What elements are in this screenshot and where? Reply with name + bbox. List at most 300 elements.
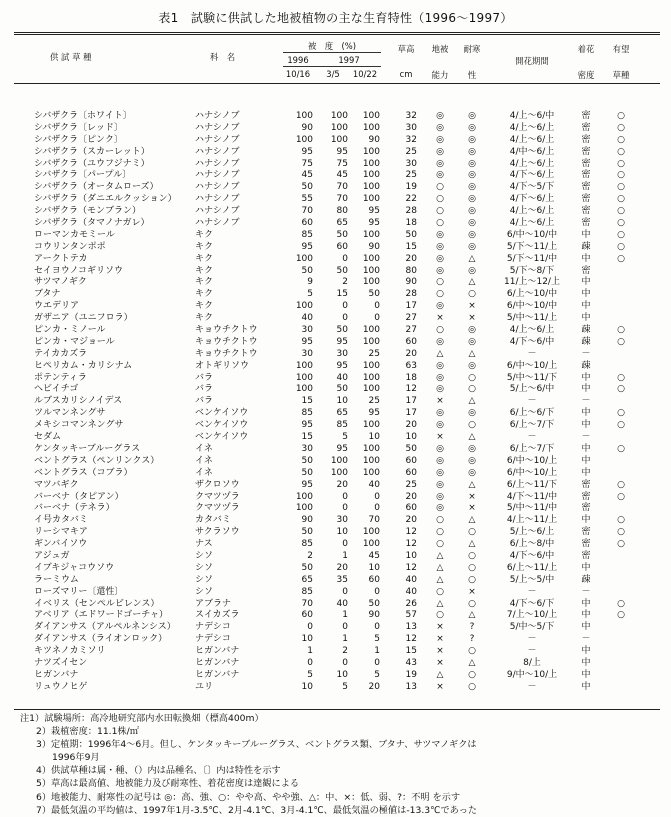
- promising-mark: ○: [617, 253, 625, 264]
- cold-hardiness: ○: [468, 598, 476, 609]
- flowering-period: 11/上～12/上: [504, 277, 560, 288]
- coverage-1997-3-5: 0: [342, 657, 348, 668]
- cold-hardiness: ○: [468, 527, 476, 538]
- header-flower-2: 密度: [577, 70, 595, 80]
- plant-height: 12: [405, 384, 417, 395]
- table-row: [0, 182, 671, 194]
- flowering-period: －: [527, 348, 537, 359]
- coverage-1997-3-5: 85: [336, 420, 348, 431]
- flower-density: －: [581, 432, 591, 443]
- coverage-1996-10-16: 50: [301, 467, 313, 478]
- promising-mark: ○: [617, 479, 625, 490]
- cold-hardiness: ?: [469, 622, 475, 633]
- table-row: [0, 670, 671, 682]
- flower-density: 密: [581, 111, 591, 121]
- flower-density: 中: [581, 289, 591, 300]
- coverage-1997-3-5: 1: [342, 634, 348, 645]
- family-name: イネ: [195, 443, 213, 454]
- coverage-1997-3-5: 50: [336, 325, 348, 336]
- flower-density: 密: [581, 194, 591, 205]
- species-name: シバザクラ〔レッド〕: [34, 122, 123, 133]
- table-title: 表1 試験に供試した地被植物の主な生育特性（1996～1997）: [158, 11, 513, 25]
- ground-cover-ability: ◎: [436, 265, 444, 276]
- table-row: [0, 123, 671, 135]
- cold-hardiness: ×: [468, 301, 476, 312]
- species-name: ヒガンバナ: [34, 669, 79, 680]
- ground-cover-ability: ×: [436, 657, 444, 668]
- coverage-1997-10-22: 50: [368, 289, 380, 300]
- note: 注1）試験場所：高冷地研究部内水田転換畑（標高400m）: [20, 713, 264, 724]
- flower-density: 中: [581, 562, 591, 573]
- coverage-1996-10-16: 60: [301, 610, 313, 621]
- promising-mark: ○: [617, 539, 625, 550]
- coverage-1996-10-16: 10: [301, 681, 313, 692]
- ground-cover-ability: ○: [436, 206, 444, 217]
- year-rule: [283, 66, 381, 67]
- flowering-period: －: [527, 646, 537, 657]
- cold-hardiness: ◎: [468, 265, 476, 276]
- species-name: ギンバイソウ: [34, 539, 88, 550]
- cold-hardiness: ◎: [468, 241, 476, 252]
- promising-mark: ○: [617, 527, 625, 538]
- family-name: バラ: [195, 384, 214, 395]
- coverage-1996-10-16: 100: [295, 372, 313, 383]
- flower-density: 密: [581, 170, 591, 181]
- plant-height: 20: [405, 515, 417, 526]
- species-name: ヘビイチゴ: [34, 384, 79, 395]
- ground-cover-ability: ◎: [436, 253, 444, 264]
- table-row: [0, 266, 671, 278]
- plant-height: 12: [405, 562, 417, 573]
- coverage-rule: [283, 52, 381, 53]
- promising-mark: ○: [617, 420, 625, 431]
- header-coverage: 被 度 (%): [308, 41, 356, 51]
- note: 1996年9月: [52, 752, 100, 764]
- table-row: [0, 313, 671, 325]
- ground-cover-ability: ◎: [436, 467, 444, 478]
- flowering-period: 6/中～10/上: [506, 455, 558, 466]
- coverage-1997-10-22: 100: [362, 360, 380, 371]
- species-name: シバザクラ（モンブラン）: [34, 206, 142, 217]
- flowering-period: 6/中～10/中: [506, 229, 558, 240]
- promising-mark: ○: [617, 158, 625, 169]
- flower-density: 密: [581, 206, 591, 217]
- header-name: 供 試 草 種: [50, 52, 92, 62]
- ground-cover-ability: ○: [436, 277, 444, 288]
- species-name: テイカカズラ: [34, 348, 88, 359]
- coverage-1997-3-5: 40: [336, 372, 348, 383]
- coverage-1996-10-16: 45: [301, 170, 313, 181]
- coverage-1997-3-5: 95: [336, 146, 348, 157]
- ground-cover-ability: ◎: [436, 336, 444, 347]
- family-name: イネ: [195, 455, 213, 466]
- promising-mark: ○: [617, 182, 625, 193]
- coverage-1997-3-5: 50: [336, 384, 348, 395]
- species-name: セイヨウノコギリソウ: [34, 265, 124, 276]
- plant-height: 60: [405, 467, 417, 478]
- plant-height: 20: [405, 253, 417, 264]
- coverage-1996-10-16: 50: [301, 527, 313, 538]
- family-name: ベンケイソウ: [195, 408, 249, 419]
- flowering-period: －: [527, 396, 537, 407]
- table-row: [0, 147, 671, 159]
- flower-density: 密: [581, 265, 591, 276]
- flower-density: 中: [581, 657, 591, 668]
- table-row: [0, 610, 671, 622]
- flower-density: －: [581, 348, 591, 359]
- promising-mark: ○: [617, 146, 625, 157]
- family-name: ハナシノブ: [195, 206, 240, 217]
- species-name: ダイアンサス（ライオンロック）: [34, 634, 168, 645]
- promising-mark: ○: [617, 515, 625, 526]
- flowering-period: 4/上～6/上: [509, 206, 555, 217]
- family-name: カタバミ: [195, 515, 231, 526]
- ground-cover-ability: ◎: [436, 170, 444, 181]
- coverage-1997-10-22: 100: [362, 265, 380, 276]
- cold-hardiness: ○: [468, 384, 476, 395]
- header-promising: 有望: [612, 44, 630, 54]
- table-row: [0, 170, 671, 182]
- species-name: ケンタッキーブルーグラス: [34, 443, 141, 454]
- ground-cover-ability: ○: [436, 527, 444, 538]
- table-row: [0, 230, 671, 242]
- coverage-1997-3-5: 95: [336, 443, 348, 454]
- coverage-1997-3-5: 30: [336, 515, 348, 526]
- coverage-1996-10-16: 100: [295, 301, 313, 312]
- coverage-1997-10-22: 100: [362, 194, 380, 205]
- header-family: 科 名: [210, 52, 236, 62]
- header-date-1: 10/16: [285, 69, 311, 79]
- coverage-1997-10-22: 100: [362, 443, 380, 454]
- ground-cover-ability: ◎: [436, 455, 444, 466]
- family-name: イネ: [195, 467, 213, 478]
- cold-hardiness: ×: [468, 313, 476, 324]
- cold-hardiness: △: [468, 277, 476, 288]
- coverage-1996-10-16: 65: [301, 574, 313, 585]
- cold-hardiness: ×: [468, 491, 476, 502]
- coverage-1997-3-5: 45: [336, 170, 348, 181]
- cold-hardiness: ◎: [468, 467, 476, 478]
- plant-height: 20: [405, 420, 417, 431]
- family-name: キク: [195, 289, 214, 300]
- promising-mark: ○: [617, 194, 625, 205]
- flowering-period: 6/上～8/中: [509, 539, 555, 550]
- flowering-period: 5/上～6/上: [509, 527, 555, 538]
- table-row: [0, 111, 671, 123]
- flower-density: 疎: [581, 325, 591, 336]
- promising-mark: ○: [617, 206, 625, 217]
- cold-hardiness: ×: [468, 503, 476, 514]
- family-name: スイカズラ: [195, 610, 240, 621]
- coverage-1997-10-22: 25: [368, 396, 380, 407]
- header-1996: 1996: [287, 55, 309, 65]
- ground-cover-ability: ◎: [436, 408, 444, 419]
- species-name: メキシコマンネングサ: [34, 420, 124, 431]
- cold-hardiness: ○: [468, 550, 476, 561]
- plant-height: 43: [405, 657, 417, 668]
- cold-hardiness: ○: [468, 574, 476, 585]
- coverage-1996-10-16: 100: [295, 384, 313, 395]
- plant-height: 30: [405, 158, 417, 169]
- coverage-1997-3-5: 40: [336, 598, 348, 609]
- flowering-period: 4/上～6/上: [509, 325, 555, 336]
- coverage-1997-10-22: 0: [374, 503, 380, 514]
- flowering-period: 5/下～11/上: [506, 241, 558, 252]
- table-row: [0, 456, 671, 468]
- cold-hardiness: ◎: [468, 408, 476, 419]
- family-name: シソ: [195, 550, 214, 561]
- plant-height: 40: [405, 586, 417, 597]
- species-name: マツバギク: [34, 479, 79, 490]
- plant-height: 40: [405, 574, 417, 585]
- family-name: クマツヅラ: [195, 503, 240, 514]
- coverage-1997-3-5: 80: [336, 206, 348, 217]
- promising-mark: ○: [617, 229, 625, 240]
- coverage-1997-10-22: 100: [362, 384, 380, 395]
- family-name: ハナシノブ: [195, 194, 240, 205]
- family-name: ハナシノブ: [195, 182, 240, 193]
- ground-cover-ability: ○: [436, 289, 444, 300]
- flowering-period: 4/下～5/下: [509, 182, 555, 193]
- flower-density: 中: [581, 301, 591, 312]
- family-name: ベンケイソウ: [195, 420, 249, 431]
- ground-cover-ability: △: [436, 550, 444, 561]
- coverage-1996-10-16: 100: [295, 253, 313, 264]
- cold-hardiness: ○: [468, 669, 476, 680]
- plant-height: 12: [405, 527, 417, 538]
- table-row: [0, 218, 671, 230]
- table-row: [0, 159, 671, 171]
- plant-height: 28: [405, 289, 417, 300]
- coverage-1997-10-22: 70: [368, 515, 380, 526]
- flower-density: 疎: [581, 336, 591, 347]
- cold-hardiness: ○: [468, 562, 476, 573]
- family-name: ヒガンバナ: [195, 646, 240, 657]
- flower-density: 密: [581, 182, 591, 193]
- plant-height: 22: [405, 194, 417, 205]
- coverage-1997-3-5: 95: [336, 360, 348, 371]
- cold-hardiness: ×: [468, 586, 476, 597]
- flower-density: 密: [581, 503, 591, 514]
- promising-mark: ○: [617, 218, 625, 229]
- flowering-period: 4/上～6/中: [509, 111, 555, 121]
- coverage-1996-10-16: 15: [301, 432, 313, 443]
- coverage-1996-10-16: 85: [301, 539, 313, 550]
- plant-height: 57: [405, 610, 417, 621]
- flowering-period: 5/中～11/中: [506, 503, 558, 514]
- species-name: アジュガ: [34, 550, 70, 561]
- species-name: バーベナ（テネラ）: [34, 503, 115, 514]
- plant-height: 30: [405, 122, 417, 133]
- flower-density: 密: [581, 550, 591, 561]
- table-row: [0, 503, 671, 515]
- table-row: [0, 492, 671, 504]
- flower-density: 中: [581, 408, 591, 419]
- ground-cover-ability: ×: [436, 313, 444, 324]
- note: 7）最低気温の平均値は、1997年1月-3.5℃、2月-4.1℃、3月-4.1℃、最低気温の極値は-13.3℃であった: [36, 804, 478, 816]
- cold-hardiness: △: [468, 479, 476, 490]
- ground-cover-ability: △: [436, 574, 444, 585]
- coverage-1997-10-22: 10: [368, 562, 380, 573]
- cold-hardiness: ◎: [468, 134, 476, 145]
- flower-density: 密: [581, 479, 591, 490]
- coverage-1996-10-16: 30: [301, 325, 313, 336]
- ground-cover-ability: ○: [436, 515, 444, 526]
- species-name: シバザクラ（ユウフジナミ）: [34, 158, 150, 169]
- ground-cover-ability: ○: [436, 194, 444, 205]
- coverage-1997-3-5: 75: [336, 158, 348, 169]
- flowering-period: 5/上～6/中: [509, 384, 555, 395]
- coverage-1997-3-5: 100: [330, 467, 348, 478]
- coverage-1996-10-16: 100: [295, 503, 313, 514]
- species-name: リュウノヒゲ: [34, 681, 88, 692]
- flowering-period: 4/中～6/上: [509, 146, 555, 157]
- species-name: シバザクラ〔パープル〕: [34, 170, 132, 181]
- flowering-period: 5/下～11/中: [506, 253, 558, 264]
- cold-hardiness: ◎: [468, 336, 476, 347]
- coverage-1997-10-22: 50: [368, 598, 380, 609]
- species-name: キツネノカミソリ: [34, 646, 106, 657]
- ground-cover-ability: ◎: [436, 479, 444, 490]
- coverage-1996-10-16: 90: [301, 122, 313, 133]
- species-name: ダイアンサス（アルペルネンシス）: [34, 622, 176, 633]
- plant-height: 60: [405, 336, 417, 347]
- family-name: オトギリソウ: [195, 360, 250, 371]
- table-row: [0, 682, 671, 694]
- coverage-1997-10-22: 100: [362, 527, 380, 538]
- table-row: [0, 634, 671, 646]
- plant-height: 80: [405, 265, 417, 276]
- plant-height: 13: [405, 681, 417, 692]
- promising-mark: ○: [617, 241, 625, 252]
- coverage-1997-10-22: 90: [368, 134, 380, 145]
- coverage-1997-3-5: 20: [336, 562, 348, 573]
- header-1997: 1997: [338, 55, 360, 65]
- ground-cover-ability: ◎: [436, 301, 444, 312]
- plant-height: 26: [405, 598, 417, 609]
- coverage-1997-10-22: 100: [362, 146, 380, 157]
- table-row: [0, 658, 671, 670]
- species-name: アークトテカ: [34, 253, 88, 264]
- cold-hardiness: ◎: [468, 229, 476, 240]
- table-row: [0, 539, 671, 551]
- ground-cover-ability: ○: [436, 182, 444, 193]
- ground-cover-ability: ◎: [436, 443, 444, 454]
- coverage-1997-10-22: 100: [362, 170, 380, 181]
- promising-mark: ○: [617, 122, 625, 133]
- species-name: ローマンカモミール: [34, 229, 115, 240]
- note: 6）地被能力、耐寒性の記号は ◎：高、強、○：やや高、やや強、△：中、×：低、弱、?：不明 を示す: [36, 791, 461, 803]
- family-name: ハナシノブ: [195, 122, 240, 133]
- ground-cover-ability: ×: [436, 646, 444, 657]
- coverage-1996-10-16: 30: [301, 443, 313, 454]
- ground-cover-ability: ◎: [436, 491, 444, 502]
- family-name: ハナシノブ: [195, 134, 240, 145]
- coverage-1997-3-5: 30: [336, 348, 348, 359]
- coverage-1997-10-22: 100: [362, 336, 380, 347]
- plant-height: 25: [405, 146, 417, 157]
- species-name: ピンカ・マジョール: [34, 336, 115, 347]
- species-name: イ号カタバミ: [34, 515, 88, 526]
- coverage-1997-10-22: 5: [374, 634, 380, 645]
- coverage-1996-10-16: 9: [307, 277, 313, 288]
- flower-density: 密: [581, 539, 591, 550]
- flower-density: 密: [581, 491, 591, 502]
- flowering-period: 5/中～5/下: [509, 622, 555, 633]
- plant-height: 20: [405, 348, 417, 359]
- coverage-1996-10-16: 1: [307, 646, 313, 657]
- flower-density: 中: [581, 313, 591, 324]
- ground-cover-ability: △: [436, 598, 444, 609]
- coverage-1997-10-22: 25: [368, 348, 380, 359]
- coverage-1997-10-22: 100: [362, 122, 380, 133]
- flower-density: 中: [581, 455, 591, 466]
- flower-density: 疎: [581, 241, 591, 252]
- species-name: ナツズイセン: [34, 657, 88, 668]
- cold-hardiness: ○: [468, 372, 476, 383]
- flowering-period: 6/上～6/下: [509, 408, 555, 419]
- coverage-1997-3-5: 0: [342, 586, 348, 597]
- notes: [20, 712, 665, 817]
- coverage-1997-3-5: 35: [336, 574, 348, 585]
- plant-height: 12: [405, 539, 417, 550]
- flowering-period: 4/下～6/下: [509, 598, 555, 609]
- coverage-1997-3-5: 70: [336, 194, 348, 205]
- promising-mark: ○: [617, 325, 625, 336]
- promising-mark: ○: [617, 111, 625, 121]
- flowering-period: 5/上～5/中: [509, 574, 555, 585]
- flower-density: 密: [581, 146, 591, 157]
- table-row: [0, 242, 671, 254]
- coverage-1997-10-22: 90: [368, 241, 380, 252]
- ground-cover-ability: ◎: [436, 229, 444, 240]
- flower-density: 中: [581, 253, 591, 264]
- flowering-period: 6/中～10/上: [506, 467, 558, 478]
- flower-density: 中: [581, 384, 591, 395]
- table-row: [0, 468, 671, 480]
- coverage-1997-3-5: 0: [342, 539, 348, 550]
- species-name: イブキジャコウソウ: [34, 562, 115, 573]
- promising-mark: ○: [617, 336, 625, 347]
- coverage-1997-3-5: 0: [342, 253, 348, 264]
- plant-height: 10: [405, 432, 417, 443]
- coverage-1997-10-22: 90: [368, 610, 380, 621]
- plant-height: 60: [405, 455, 417, 466]
- coverage-1997-10-22: 95: [368, 206, 380, 217]
- coverage-1997-3-5: 100: [330, 122, 348, 133]
- species-name: ブタナ: [34, 289, 61, 300]
- plant-height: 15: [405, 646, 417, 657]
- coverage-1996-10-16: 95: [301, 336, 313, 347]
- cold-hardiness: ◎: [468, 122, 476, 133]
- flower-density: 中: [581, 622, 591, 633]
- species-name: コウリンタンポポ: [34, 241, 106, 252]
- table-row: [0, 254, 671, 266]
- species-name: シバザクラ（オータムローズ）: [34, 182, 159, 193]
- coverage-1997-10-22: 60: [368, 574, 380, 585]
- table-row: [0, 361, 671, 373]
- coverage-1997-10-22: 100: [362, 372, 380, 383]
- flowering-period: －: [527, 681, 537, 692]
- cold-hardiness: △: [468, 610, 476, 621]
- species-name: ルブスカリシノイデス: [34, 396, 123, 407]
- header-ground-2: 能力: [431, 70, 449, 80]
- header-flower: 着花: [577, 44, 595, 54]
- ground-cover-ability: ◎: [436, 146, 444, 157]
- plant-height: 28: [405, 206, 417, 217]
- table-row: [0, 396, 671, 408]
- species-name: リーシマキア: [34, 527, 88, 538]
